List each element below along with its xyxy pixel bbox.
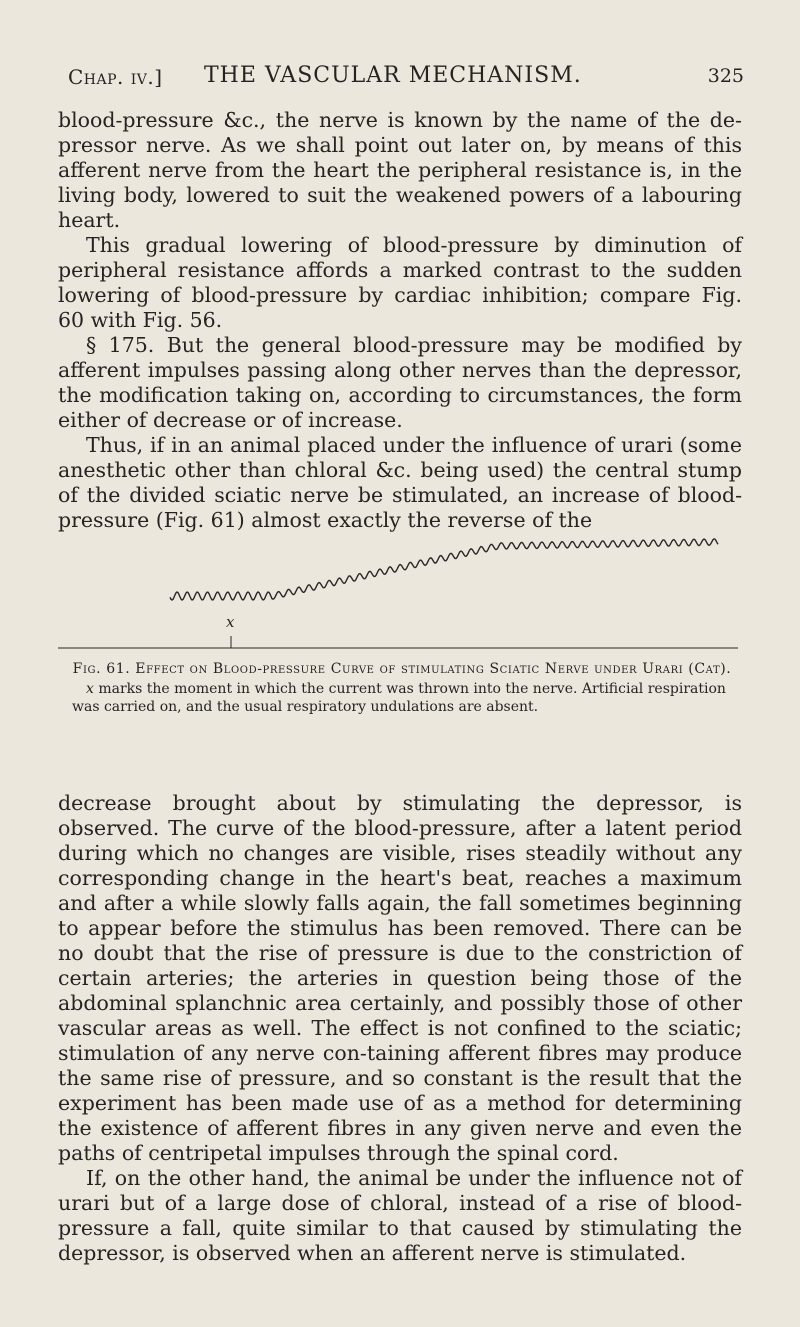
paragraph: decrease brought about by stimulating the depressor, is observed. The curve of the blood-pressure, after a latent period during which no changes are visible, rises steadily without any corresponding change in the heart's beat, reaches a maximum and after a while slowly falls again, the fall sometimes beginning to appear before the stimulus has been removed. There can be no doubt that the rise of pressure is due to the constriction of certain arteries; the arteries in question being those of the abdominal splanchnic area certainly, and possibly those of other vascular areas as well. The effect is not confined to the sciatic; stimulation of any nerve con-taining afferent fibres may produce the same rise of pressure, and so constant is the result that the experiment has been made use of as a method for determining the existence of afferent fibres in any given nerve and even the paths of centripetal impulses through the spinal cord.: [58, 791, 742, 1165]
stimulus-marker-label: x: [226, 613, 235, 631]
caption-note: [72, 680, 732, 716]
paragraph: blood-pressure &c., the nerve is known by the name of the de-pressor nerve. As we shall point out later on, by means of this afferent nerve from the heart the peripheral resistance is, in the living body, lowered to suit the weakened powers of a labouring heart.: [58, 108, 742, 232]
paragraph: This gradual lowering of blood-pressure by diminution of peripheral resistance affords a marked contrast to the sudden lowering of blood-pressure by cardiac inhibition; compare Fig. 60 with Fig. 56.: [58, 233, 742, 332]
paragraph: § 175. But the general blood-pressure may be modified by afferent impulses passing along other nerves than the depressor, the modification taking on, according to circumstances, the form either of decrease or of increase.: [58, 333, 742, 432]
text-block-bottom: [58, 791, 742, 1266]
chapter-label: Chap. iv.]: [68, 65, 163, 89]
caption-note-text: marks the moment in which the current was thrown into the nerve. Artificial respiration was carried on, and the usual respiratory undulations are absent.: [72, 681, 726, 715]
caption-note-symbol: x: [86, 681, 94, 697]
pressure-trace-line: [170, 539, 718, 600]
text-block-top: [58, 108, 742, 533]
paragraph: If, on the other hand, the animal be under the influence not of urari but of a large dose of chloral, instead of a rise of blood-pressure a fall, quite similar to that caused by stimulating the depressor, is observed when an afferent nerve is stimulated.: [58, 1166, 742, 1265]
running-title: THE VASCULAR MECHANISM.: [204, 63, 582, 88]
figure-caption: [72, 660, 732, 716]
blood-pressure-curve: [58, 532, 742, 652]
caption-title: Fig. 61. Effect on Blood-pressure Curve of stimulating Sciatic Nerve under Urari (Cat).: [72, 661, 732, 677]
running-header: [68, 63, 744, 93]
page-number: 325: [707, 65, 744, 87]
figure-61-tracing: [58, 532, 742, 652]
paragraph: Thus, if in an animal placed under the influence of urari (some anesthetic other than chloral &c. being used) the central stump of the divided sciatic nerve be stimulated, an increase of blood-pressure (Fig. 61) almost exactly the reverse of the: [58, 433, 742, 532]
